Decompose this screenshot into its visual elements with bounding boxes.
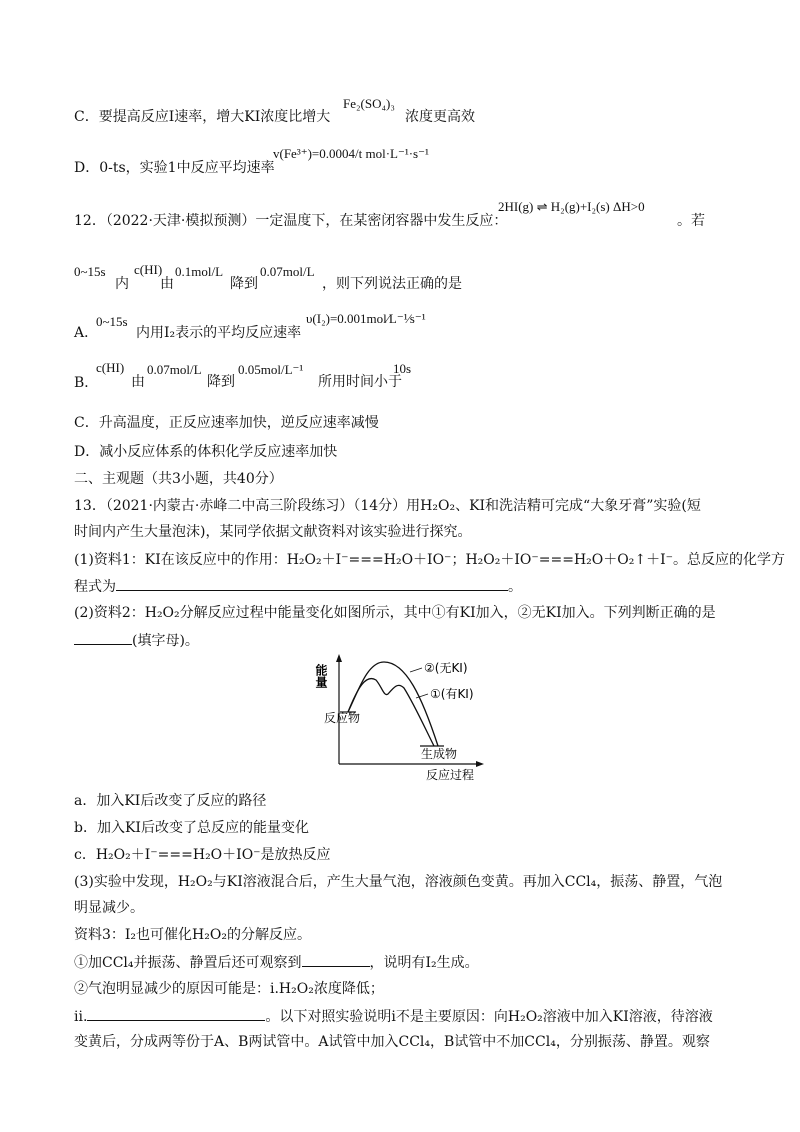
q13-part3-q1-prefix: ①加CCl₄并振荡、静置后还可观察到 [74,955,302,971]
x-axis-arrow [476,761,484,767]
q12-cond-tail: ，则下列说法正确的是 [322,276,462,292]
q13-stem-line2: 时间内产生大量泡沫)，某同学依据文献资料对该实验进行探究。 [74,524,472,540]
y-axis-label: 能量 [314,664,328,688]
q12-stem: 12．（2022·天津·模拟预测）一定温度下，在某密闭容器中发生反应： [74,213,508,229]
q13-part3-ii [74,1006,713,1027]
q13-part3-ii-answer-blank[interactable] [87,1006,265,1021]
energy-diagram [310,652,510,782]
x-axis-label: 反应过程 [426,768,475,782]
q12-option-a-text: 内用I₂表示的平均反应速率 [136,325,302,341]
curve2-label: ②(无KI) [424,661,468,675]
q12-option-c: C．升高温度，正反应速率加快，逆反应速率减慢 [74,415,379,431]
q13-part1-line1: (1)资料1：KI在该反应中的作用：H₂O₂＋I⁻===H₂O＋IO⁻；H₂O₂＋IO⁻===H₂O＋O₂↑＋I⁻。总反应的化学方 [74,552,785,568]
q13-stem-line1: 13．（2021·内蒙古·赤峰二中高三阶段练习）（14分）用H₂O₂、KI和洗洁精可完成“大象牙膏”实验(短 [74,498,701,514]
q12-option-a-formula: υ(I₂)=0.001mol⁄L⁻¹⁄s⁻¹ [306,311,426,326]
q13-part2-line2 [74,630,199,651]
q12-cond-jiang: 降到 [230,276,258,292]
q13-option-a: a．加入KI后改变了反应的路径 [74,793,267,809]
q13-part3-q2: ②气泡明显减少的原因可能是：i.H₂O₂浓度降低； [74,981,384,997]
q13-part3-line2: 明显减少。 [74,900,144,916]
curve1-label: ①(有KI) [430,687,474,701]
q13-part1-line2 [74,576,522,597]
reactant-label: 反应物 [324,711,361,725]
curve-with-ki [348,679,434,746]
q12-option-a-time: 0~15s [96,314,128,329]
q12-equation: 2HI(g) ⇌ H₂(g)+I₂(s) ΔH>0 [498,199,645,214]
q13-part3-q1-suffix: ，说明有I₂生成。 [369,955,479,971]
q13-part3-q1 [74,952,479,973]
q11-option-d: D．0-ts，实验1中反应平均速率 [74,160,275,176]
q13-part3-ii-suffix: 。以下对照实验说明ⅰ不是主要原因：向H₂O₂溶液中加入KI溶液，待溶液 [265,1009,713,1025]
q13-part3-last-line: 变黄后，分成两等份于A、B两试管中。A试管中加入CCl₄，B试管中不加CCl₄，分别振荡、静置。观察 [74,1034,710,1050]
q12-cond-time: 0~15s [74,264,106,279]
q11-option-c-text: C．要提高反应Ⅰ速率，增大KI浓度比增大 [74,109,331,125]
q13-part3-q1-answer-blank[interactable] [302,952,370,967]
q13-option-b: b．加入KI后改变了总反应的能量变化 [74,820,309,836]
q12-option-b-text: 所用时间小于 [318,374,402,390]
q12-option-b-jiang: 降到 [207,374,235,390]
q12-ruo: 。若 [677,213,705,229]
q11-option-c [74,107,330,127]
q12-option-a-label: A． [74,325,99,341]
q12-cond-nei: 内 [115,276,129,292]
q13-part2-answer-blank[interactable] [74,630,132,645]
q12-cond-c: c(HI) [134,262,163,277]
q13-part1-prefix: 程式为 [74,579,116,595]
q12-option-b-time: 10s [393,361,412,376]
q11-option-c-formula: Fe₂(SO₄)₃ [343,96,395,111]
q11-option-c-tail: 浓度更高效 [405,109,475,125]
q13-part1-answer-blank[interactable] [116,576,508,591]
curve2-leader [410,668,422,672]
q12-option-b-you: 由 [131,374,145,390]
q12-cond-from: 0.1mol/L [175,264,224,279]
q12-cond-to: 0.07mol/L [260,264,315,279]
q12-option-d: D．减小反应体系的体积化学反应速率加快 [74,444,338,460]
q13-part2-line1: (2)资料2：H₂O₂分解反应过程中能量变化如图所示，其中①有KI加入，②无KI加入。下列判断正确的是 [74,605,716,621]
q12-option-b-c: c(HI) [96,360,125,375]
q13-part3-ii-prefix: ii. [74,1009,88,1025]
q11-option-d-formula: v(Fe³⁺)=0.0004/t mol·L⁻¹·s⁻¹ [273,146,429,161]
q12-option-b-from: 0.07mol/L [147,362,202,377]
y-axis-arrow [336,654,342,662]
q12-option-b-label: B． [74,375,99,391]
section-2-heading: 二、主观题（共3小题，共40分） [74,471,283,487]
q13-part1-suffix: 。 [508,579,522,595]
q13-part3-line1: (3)实验中发现，H₂O₂与KI溶液混合后，产生大量气泡，溶液颜色变黄。再加入CCl₄，振荡、静置，气泡 [74,874,723,890]
q13-part2-suffix: (填字母)。 [132,633,199,649]
q12-cond-you: 由 [160,276,174,292]
q13-option-c: c．H₂O₂＋I⁻===H₂O＋IO⁻是放热反应 [74,847,331,863]
q13-reference3: 资料3：I₂也可催化H₂O₂的分解反应。 [74,927,311,943]
q12-option-b-to: 0.05mol/L⁻¹ [238,362,304,377]
product-label: 生成物 [421,747,458,761]
